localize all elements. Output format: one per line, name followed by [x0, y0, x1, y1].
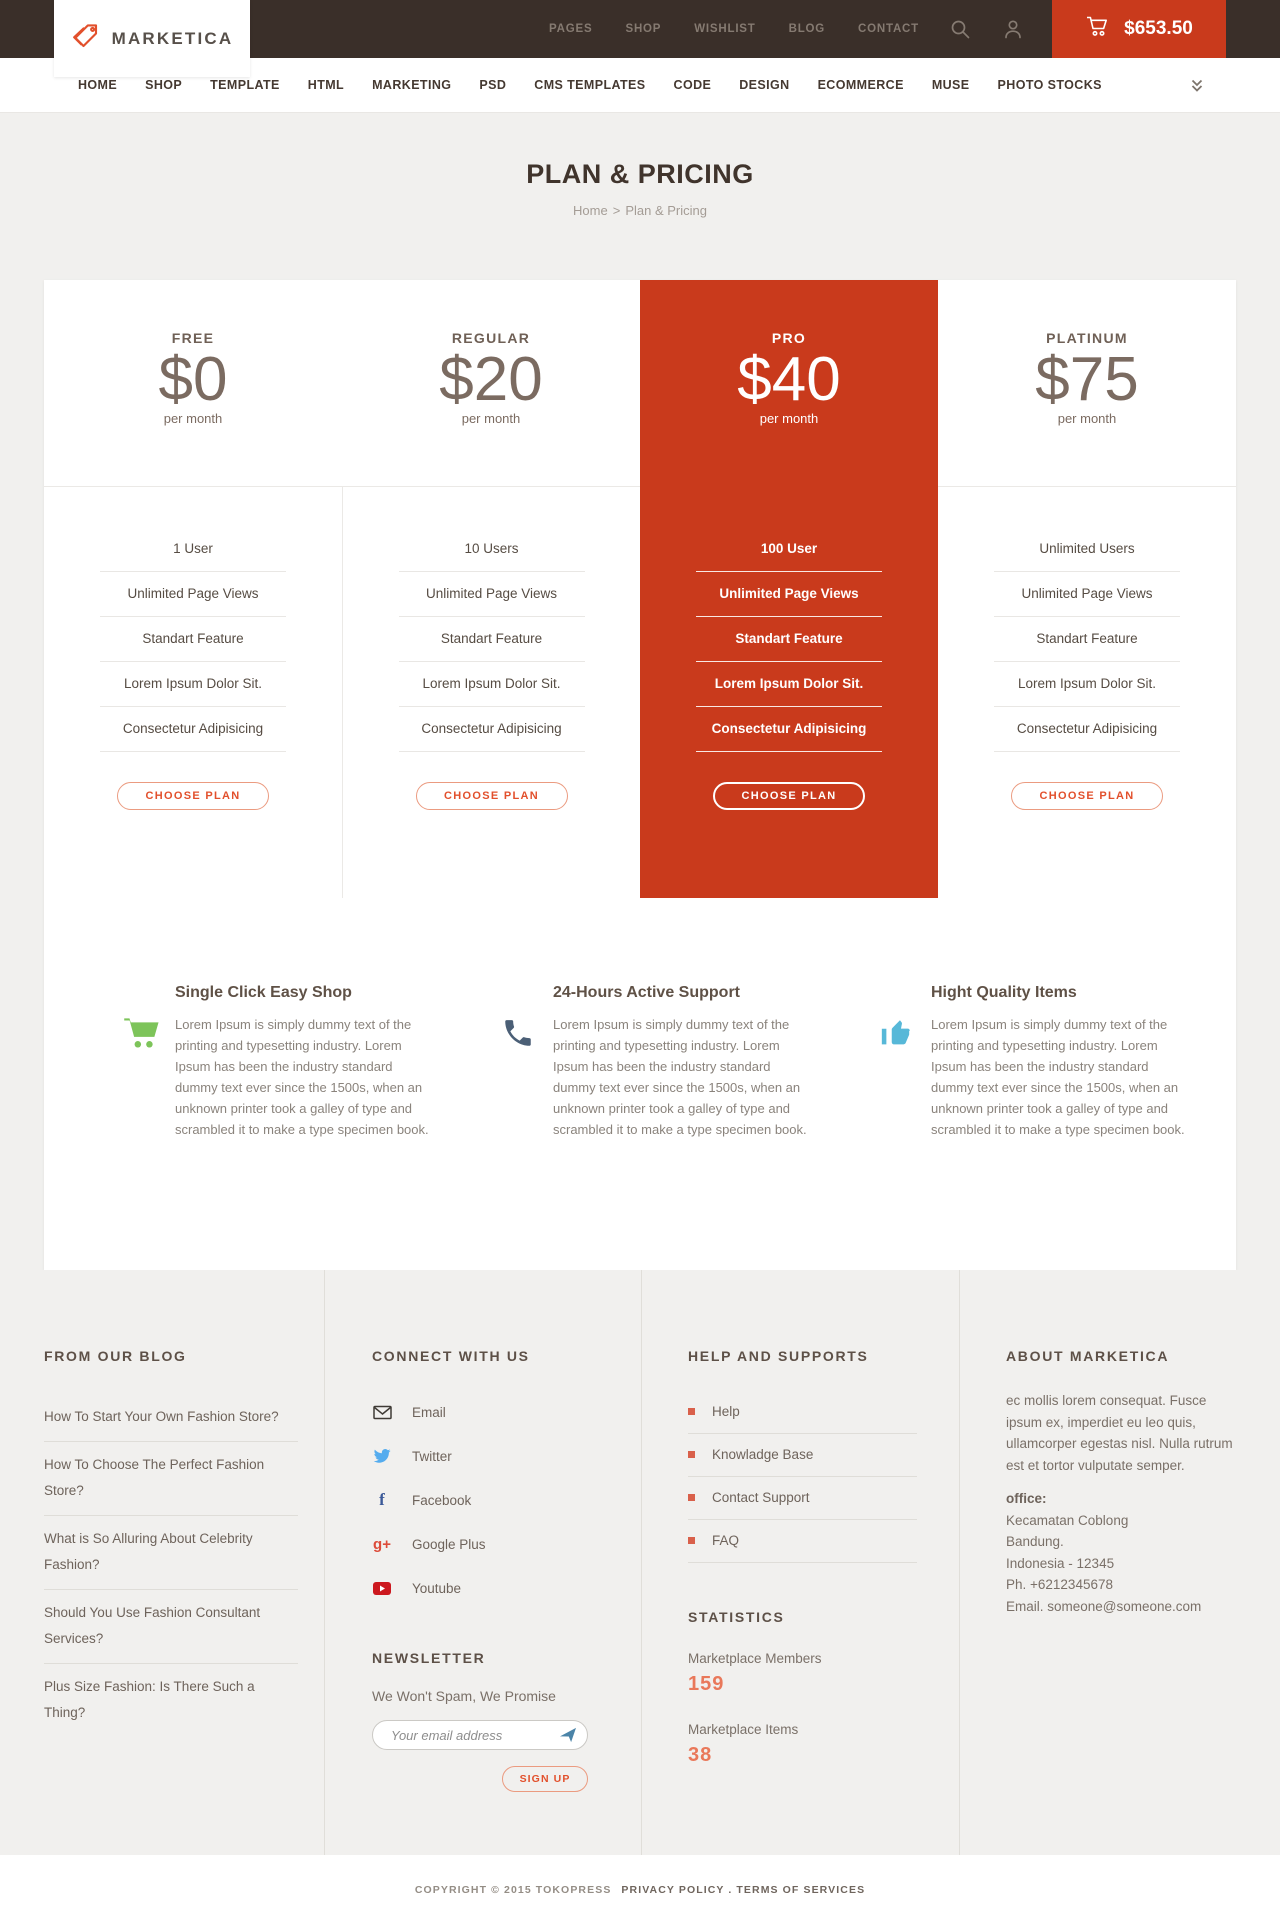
benefit-title: 24-Hours Active Support — [553, 984, 740, 1001]
social-label: Twitter — [412, 1448, 452, 1464]
plan-feature: Standart Feature — [938, 617, 1236, 662]
plan-name: REGULAR — [451, 330, 531, 346]
main-nav-psd[interactable]: PSD — [479, 78, 507, 92]
plan-feature: Consectetur Adipisicing — [44, 707, 342, 752]
choose-plan-button-free[interactable]: CHOOSE PLAN — [117, 782, 269, 810]
main-nav-design[interactable]: DESIGN — [739, 78, 790, 92]
benefit-text: Lorem Ipsum is simply dummy text of the printing and typesetting industry. Lorem Ipsum has been the industry standard dummy text ever since the 1500s, when an unknown printer took a galley of type and scrambled it to make a type specimen book. — [175, 1017, 429, 1137]
help-label: Help — [712, 1404, 740, 1419]
about-text: ec mollis lorem consequat. Fusce ipsum ex, imperdiet eu leo quis, ullamcorper egestas nisl. Nulla rutrum est et tortor vulputate semper. — [1006, 1393, 1233, 1473]
plan-feature: Standart Feature — [343, 617, 640, 662]
top-nav-shop[interactable]: SHOP — [625, 23, 662, 35]
address-line: Indonesia - 12345 — [1006, 1555, 1115, 1571]
blog-link[interactable]: How To Start Your Own Fashion Store? — [44, 1394, 298, 1442]
brand-name: MARKETICA — [111, 28, 234, 48]
plan-name: PLATINUM — [1046, 330, 1128, 346]
plan-period: per month — [1057, 411, 1117, 427]
logo[interactable] — [54, 0, 250, 77]
stat-label-members: Marketplace Members — [688, 1651, 822, 1666]
top-nav-blog[interactable]: BLOG — [788, 23, 826, 35]
main-nav-photo-stocks[interactable]: PHOTO STOCKS — [997, 78, 1102, 92]
choose-plan-button-regular[interactable]: CHOOSE PLAN — [416, 782, 568, 810]
breadcrumb-home[interactable]: Home — [573, 203, 608, 218]
top-nav — [549, 23, 919, 35]
blog-link[interactable]: Plus Size Fashion: Is There Such a Thing? — [44, 1679, 255, 1720]
tag-logo-icon — [71, 21, 101, 56]
pricing-card — [44, 280, 1236, 1270]
benefit-quality — [879, 984, 1231, 1140]
benefit-title: Hight Quality Items — [931, 984, 1077, 1001]
footer-about-column — [960, 1270, 1236, 1855]
plan-features — [342, 487, 640, 898]
benefit-easy-shop — [123, 984, 475, 1140]
social-link-google-plus[interactable] — [372, 1522, 609, 1566]
plan-period: per month — [461, 411, 521, 427]
footer-heading-statistics: STATISTICS — [688, 1609, 785, 1625]
page-title: PLAN & PRICING — [526, 159, 754, 189]
thumbs-up-icon — [879, 1014, 931, 1140]
breadcrumb-current: Plan & Pricing — [625, 203, 707, 218]
social-link-facebook[interactable] — [372, 1478, 609, 1522]
main-nav-code[interactable]: CODE — [673, 78, 712, 92]
square-bullet-icon — [688, 1451, 695, 1458]
footer-heading-newsletter: NEWSLETTER — [372, 1650, 486, 1666]
address-line: Email. someone@someone.com — [1006, 1598, 1202, 1614]
help-list — [688, 1391, 917, 1563]
twitter-icon — [372, 1449, 392, 1464]
benefits-section — [44, 898, 1236, 1140]
stat-value-items: 38 — [688, 1744, 713, 1766]
blog-list — [44, 1394, 298, 1737]
plan-feature: Unlimited Page Views — [44, 572, 342, 617]
plan-header — [342, 280, 640, 487]
main-nav-ecommerce[interactable]: ECOMMERCE — [817, 78, 904, 92]
plan-feature: Unlimited Page Views — [938, 572, 1236, 617]
footer-help-column — [642, 1270, 960, 1855]
plan-feature: Lorem Ipsum Dolor Sit. — [44, 662, 342, 707]
top-nav-contact[interactable]: CONTACT — [858, 23, 919, 35]
user-icon[interactable] — [1001, 17, 1025, 41]
copyright-bar — [0, 1855, 1280, 1925]
newsletter-signup-button[interactable]: SIGN UP — [502, 1766, 588, 1792]
legal-links[interactable]: PRIVACY POLICY . TERMS OF SERVICES — [621, 1884, 866, 1896]
square-bullet-icon — [688, 1408, 695, 1415]
newsletter-promise: We Won't Spam, We Promise — [372, 1688, 556, 1704]
plan-name: PRO — [771, 330, 807, 346]
plan-feature: Standart Feature — [44, 617, 342, 662]
main-nav-template[interactable]: TEMPLATE — [210, 78, 280, 92]
breadcrumb — [0, 203, 1280, 218]
plan-feature: Consectetur Adipisicing — [343, 707, 640, 752]
office-label: office: — [1006, 1491, 1047, 1506]
social-label: Google Plus — [412, 1536, 486, 1552]
social-link-twitter[interactable] — [372, 1434, 609, 1478]
plan-feature: Consectetur Adipisicing — [938, 707, 1236, 752]
youtube-icon — [372, 1582, 392, 1595]
plan-column-free — [44, 280, 342, 898]
stat-value-members: 159 — [688, 1673, 725, 1695]
pricing-table — [44, 280, 1236, 898]
footer-heading-connect: CONNECT WITH US — [372, 1348, 530, 1364]
social-link-email[interactable] — [372, 1390, 609, 1434]
help-label: Contact Support — [712, 1490, 810, 1505]
plan-period: per month — [163, 411, 223, 427]
plan-price: $20 — [439, 345, 543, 414]
plan-feature: 1 User — [44, 527, 342, 572]
plan-header — [44, 280, 342, 487]
top-bar — [0, 0, 1280, 58]
cart-icon — [123, 1014, 175, 1140]
choose-plan-button-platinum[interactable]: CHOOSE PLAN — [1011, 782, 1163, 810]
plan-feature: Lorem Ipsum Dolor Sit. — [343, 662, 640, 707]
main-content — [0, 280, 1280, 1270]
address-line: Kecamatan Coblong — [1006, 1512, 1129, 1528]
plan-feature: Unlimited Users — [938, 527, 1236, 572]
footer-heading-about: ABOUT MARKETICA — [1006, 1348, 1170, 1364]
footer-connect-column — [325, 1270, 642, 1855]
social-list — [372, 1390, 609, 1610]
plan-features — [44, 487, 342, 898]
office-block — [1006, 1488, 1236, 1617]
blog-link[interactable]: How To Choose The Perfect Fashion Store? — [44, 1442, 298, 1516]
main-nav-shop[interactable]: SHOP — [145, 78, 183, 92]
send-plane-icon[interactable] — [559, 1727, 577, 1748]
help-link-knowledge-base[interactable] — [688, 1434, 917, 1477]
plan-column-pro-highlighted — [640, 280, 938, 898]
help-link-faq[interactable] — [688, 1520, 917, 1563]
page-hero — [0, 112, 1280, 280]
social-link-youtube[interactable] — [372, 1566, 609, 1610]
benefit-text: Lorem Ipsum is simply dummy text of the printing and typesetting industry. Lorem Ipsum has been the industry standard dummy text ever since the 1500s, when an unknown printer took a galley of type and scrambled it to make a type specimen book. — [553, 1017, 807, 1137]
facebook-icon: f — [379, 1490, 385, 1509]
social-label: Youtube — [412, 1580, 462, 1596]
footer-heading-help: HELP AND SUPPORTS — [688, 1348, 869, 1364]
choose-plan-button-pro[interactable]: CHOOSE PLAN — [713, 782, 865, 810]
top-nav-wishlist[interactable]: WISHLIST — [694, 23, 756, 35]
cart-button[interactable] — [1052, 0, 1226, 58]
plan-price: $75 — [1035, 345, 1139, 414]
statistics-section — [688, 1609, 917, 1767]
plan-column-platinum — [938, 280, 1236, 898]
stat-label-items: Marketplace Items — [688, 1722, 799, 1737]
search-icon[interactable] — [948, 17, 972, 41]
footer-heading-blog: FROM OUR BLOG — [44, 1348, 187, 1364]
breadcrumb-separator: > — [612, 203, 621, 218]
plan-price: $40 — [737, 345, 841, 414]
double-chevron-down-icon[interactable] — [1190, 78, 1204, 93]
benefit-title: Single Click Easy Shop — [175, 984, 352, 1001]
newsletter-input-wrap — [372, 1720, 588, 1750]
main-nav-muse[interactable]: MUSE — [931, 78, 970, 92]
plan-feature: Unlimited Page Views — [343, 572, 640, 617]
top-nav-pages[interactable]: PAGES — [549, 23, 593, 35]
main-nav-cms-templates[interactable]: CMS TEMPLATES — [534, 78, 646, 92]
plan-features — [640, 487, 938, 898]
email-icon — [372, 1405, 392, 1420]
benefit-text: Lorem Ipsum is simply dummy text of the printing and typesetting industry. Lorem Ipsum has been the industry standard dummy text ever since the 1500s, when an unknown printer took a galley of type and scrambled it to make a type specimen book. — [931, 1017, 1185, 1137]
blog-link[interactable]: Should You Use Fashion Consultant Services? — [44, 1590, 298, 1664]
blog-link[interactable]: What is So Alluring About Celebrity Fashion? — [44, 1516, 298, 1590]
google-plus-icon: g+ — [373, 1535, 391, 1553]
main-nav-home[interactable]: HOME — [78, 78, 118, 92]
newsletter-section — [372, 1650, 609, 1792]
plan-feature: Unlimited Page Views — [640, 572, 938, 617]
plan-feature: Lorem Ipsum Dolor Sit. — [640, 662, 938, 707]
plan-header — [640, 280, 938, 487]
plan-name: FREE — [171, 330, 215, 346]
main-nav-marketing[interactable]: MARKETING — [372, 78, 452, 92]
square-bullet-icon — [688, 1494, 695, 1501]
help-link-help[interactable] — [688, 1391, 917, 1434]
main-nav-html[interactable]: HTML — [307, 78, 345, 92]
plan-period: per month — [759, 411, 819, 427]
plan-column-regular — [342, 280, 640, 898]
plan-feature: 100 User — [640, 527, 938, 572]
footer — [0, 1270, 1280, 1855]
plan-price: $0 — [158, 345, 228, 414]
cart-total: $653.50 — [1124, 18, 1193, 39]
help-label: FAQ — [712, 1533, 740, 1548]
plan-feature: 10 Users — [343, 527, 640, 572]
social-label: Facebook — [412, 1492, 472, 1508]
plan-feature: Lorem Ipsum Dolor Sit. — [938, 662, 1236, 707]
address-line: Bandung. — [1006, 1534, 1064, 1549]
square-bullet-icon — [688, 1537, 695, 1544]
plan-feature: Consectetur Adipisicing — [640, 707, 938, 752]
address-line: Ph. +6212345678 — [1006, 1577, 1113, 1592]
plan-header — [938, 280, 1236, 487]
benefit-support — [501, 984, 853, 1140]
footer-blog-column — [44, 1270, 325, 1855]
help-link-contact-support[interactable] — [688, 1477, 917, 1520]
plan-features — [938, 487, 1236, 898]
cart-icon — [1085, 13, 1111, 45]
newsletter-email-input[interactable] — [372, 1720, 588, 1750]
copyright-text: COPYRIGHT © 2015 TOKOPRESS — [414, 1884, 612, 1896]
social-label: Email — [412, 1404, 446, 1420]
help-label: Knowladge Base — [712, 1447, 814, 1462]
phone-icon — [501, 1014, 553, 1140]
plan-feature: Standart Feature — [640, 617, 938, 662]
